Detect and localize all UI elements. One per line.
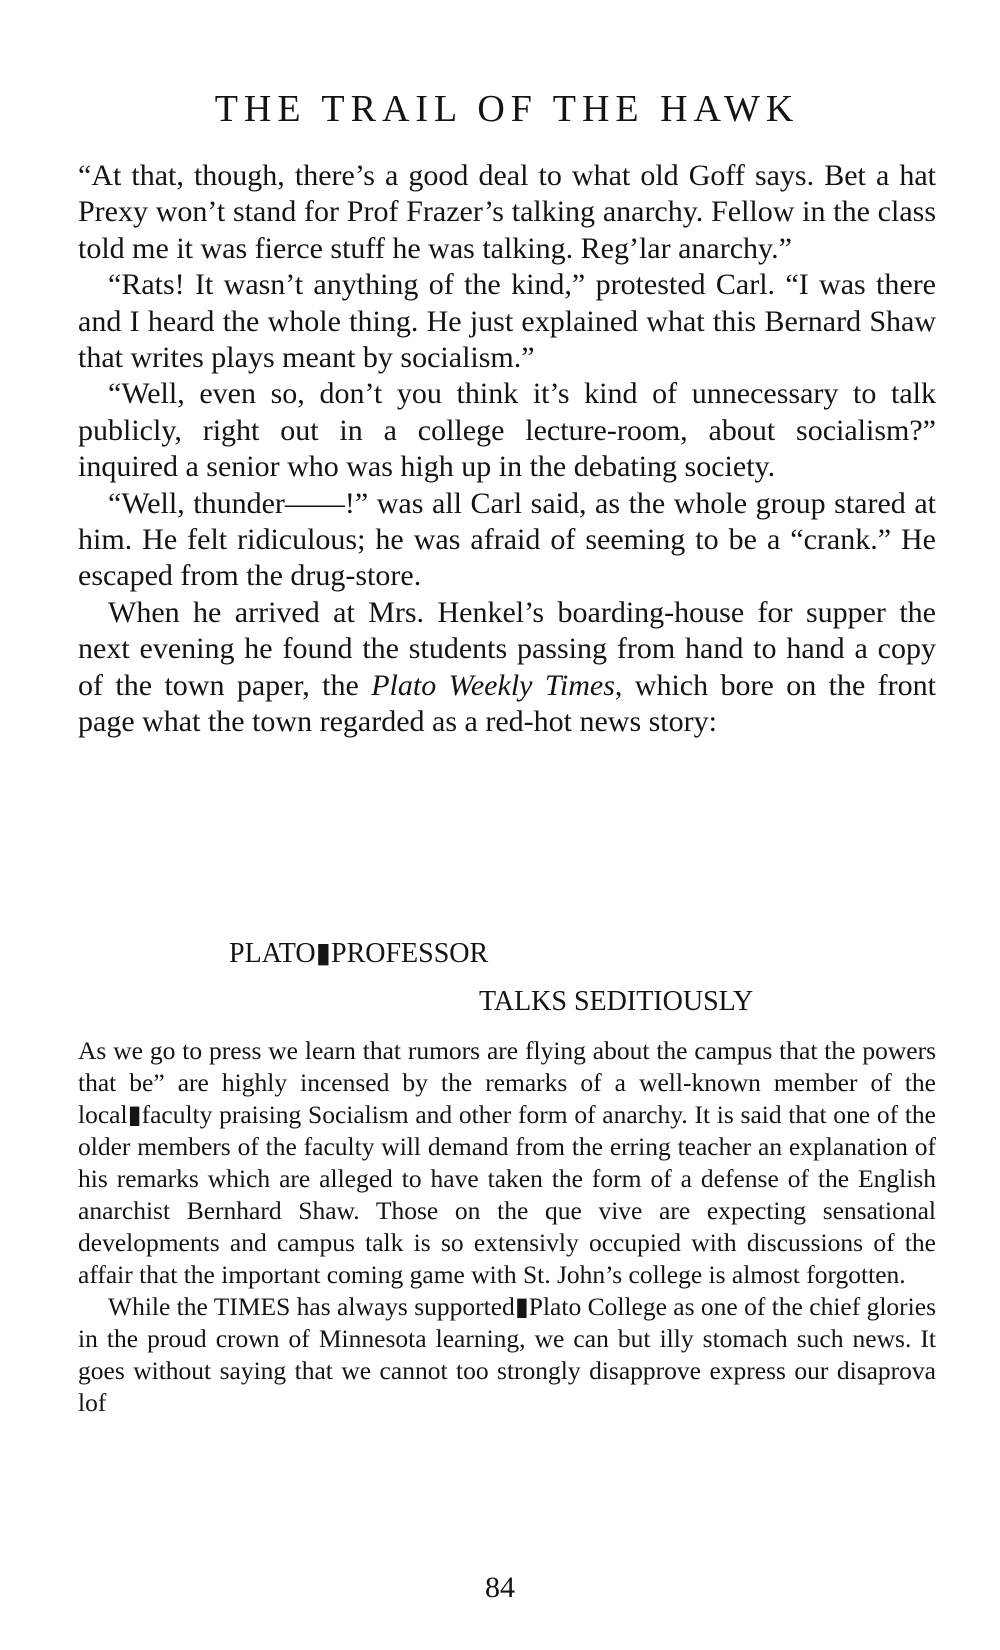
paragraph xyxy=(78,595,936,741)
page-number: 84 xyxy=(485,1571,515,1604)
paragraph: “Well, even so, don’t you think it’s kind of unnecessary to talk publicly, right out in a college lecture-room, about socialism?” inquired a senior who was high up in the debating society. xyxy=(78,377,936,484)
news-headline-line-2: TALKS SEDITIOUSLY xyxy=(479,986,754,1017)
paragraph-text: When he arrived at Mrs. Henkel’s boarding-house for supper the next evening he found the students passing from hand to hand a copy of the town paper, the xyxy=(78,595,936,702)
news-paragraph: As we go to press we learn that rumors are flying about the campus that the powers that be” are highly incensed by the remarks of a well-known member of the local▮faculty praising Socialism and other form of anarchy. It is said that one of the older members of the faculty will demand from the erring teacher an explanation of his remarks which are alleged to have taken the form of a defense of the English anarchist Bernhard Shaw. Those on the que vive are expecting sensational developments and campus talk is so extensivly occupied with discussions of the affair that the important coming game with St. John’s college is almost forgotten. xyxy=(78,1036,936,1289)
news-headline-line-1: PLATO▮PROFESSOR xyxy=(229,938,489,969)
narrative-text xyxy=(78,158,936,741)
paragraph: “Well, thunder——!” was all Carl said, as the whole group stared at him. He felt ridiculous; he was afraid of seeming to be a “crank.” He escaped from the drug-store. xyxy=(78,486,936,593)
news-paragraph: While the TIMES has always supported▮Plato College as one of the chief glories in the proud crown of Minnesota learning, we can but illy stomach such news. It goes without saying that we cannot too strongly disapprove express our disaprova lof xyxy=(78,1292,936,1417)
paragraph: “At that, though, there’s a good deal to what old Goff says. Bet a hat Prexy won’t stand for Prof Frazer’s talking anarchy. Fellow in the class told me it was fierce stuff he was talking. Reg’lar anarchy.” xyxy=(78,159,936,265)
news-article xyxy=(78,1035,936,1419)
paragraph: “Rats! It wasn’t anything of the kind,” protested Carl. “I was there and I heard the whole thing. He just explained what this Bernard Shaw that writes plays meant by socialism.” xyxy=(78,268,936,375)
paragraph-text: , which bore on the front page what the town regarded as a red-hot news story: xyxy=(78,668,936,739)
running-head: THE TRAIL OF THE HAWK xyxy=(214,88,800,130)
newspaper-title: Plato Weekly Times xyxy=(371,668,615,702)
